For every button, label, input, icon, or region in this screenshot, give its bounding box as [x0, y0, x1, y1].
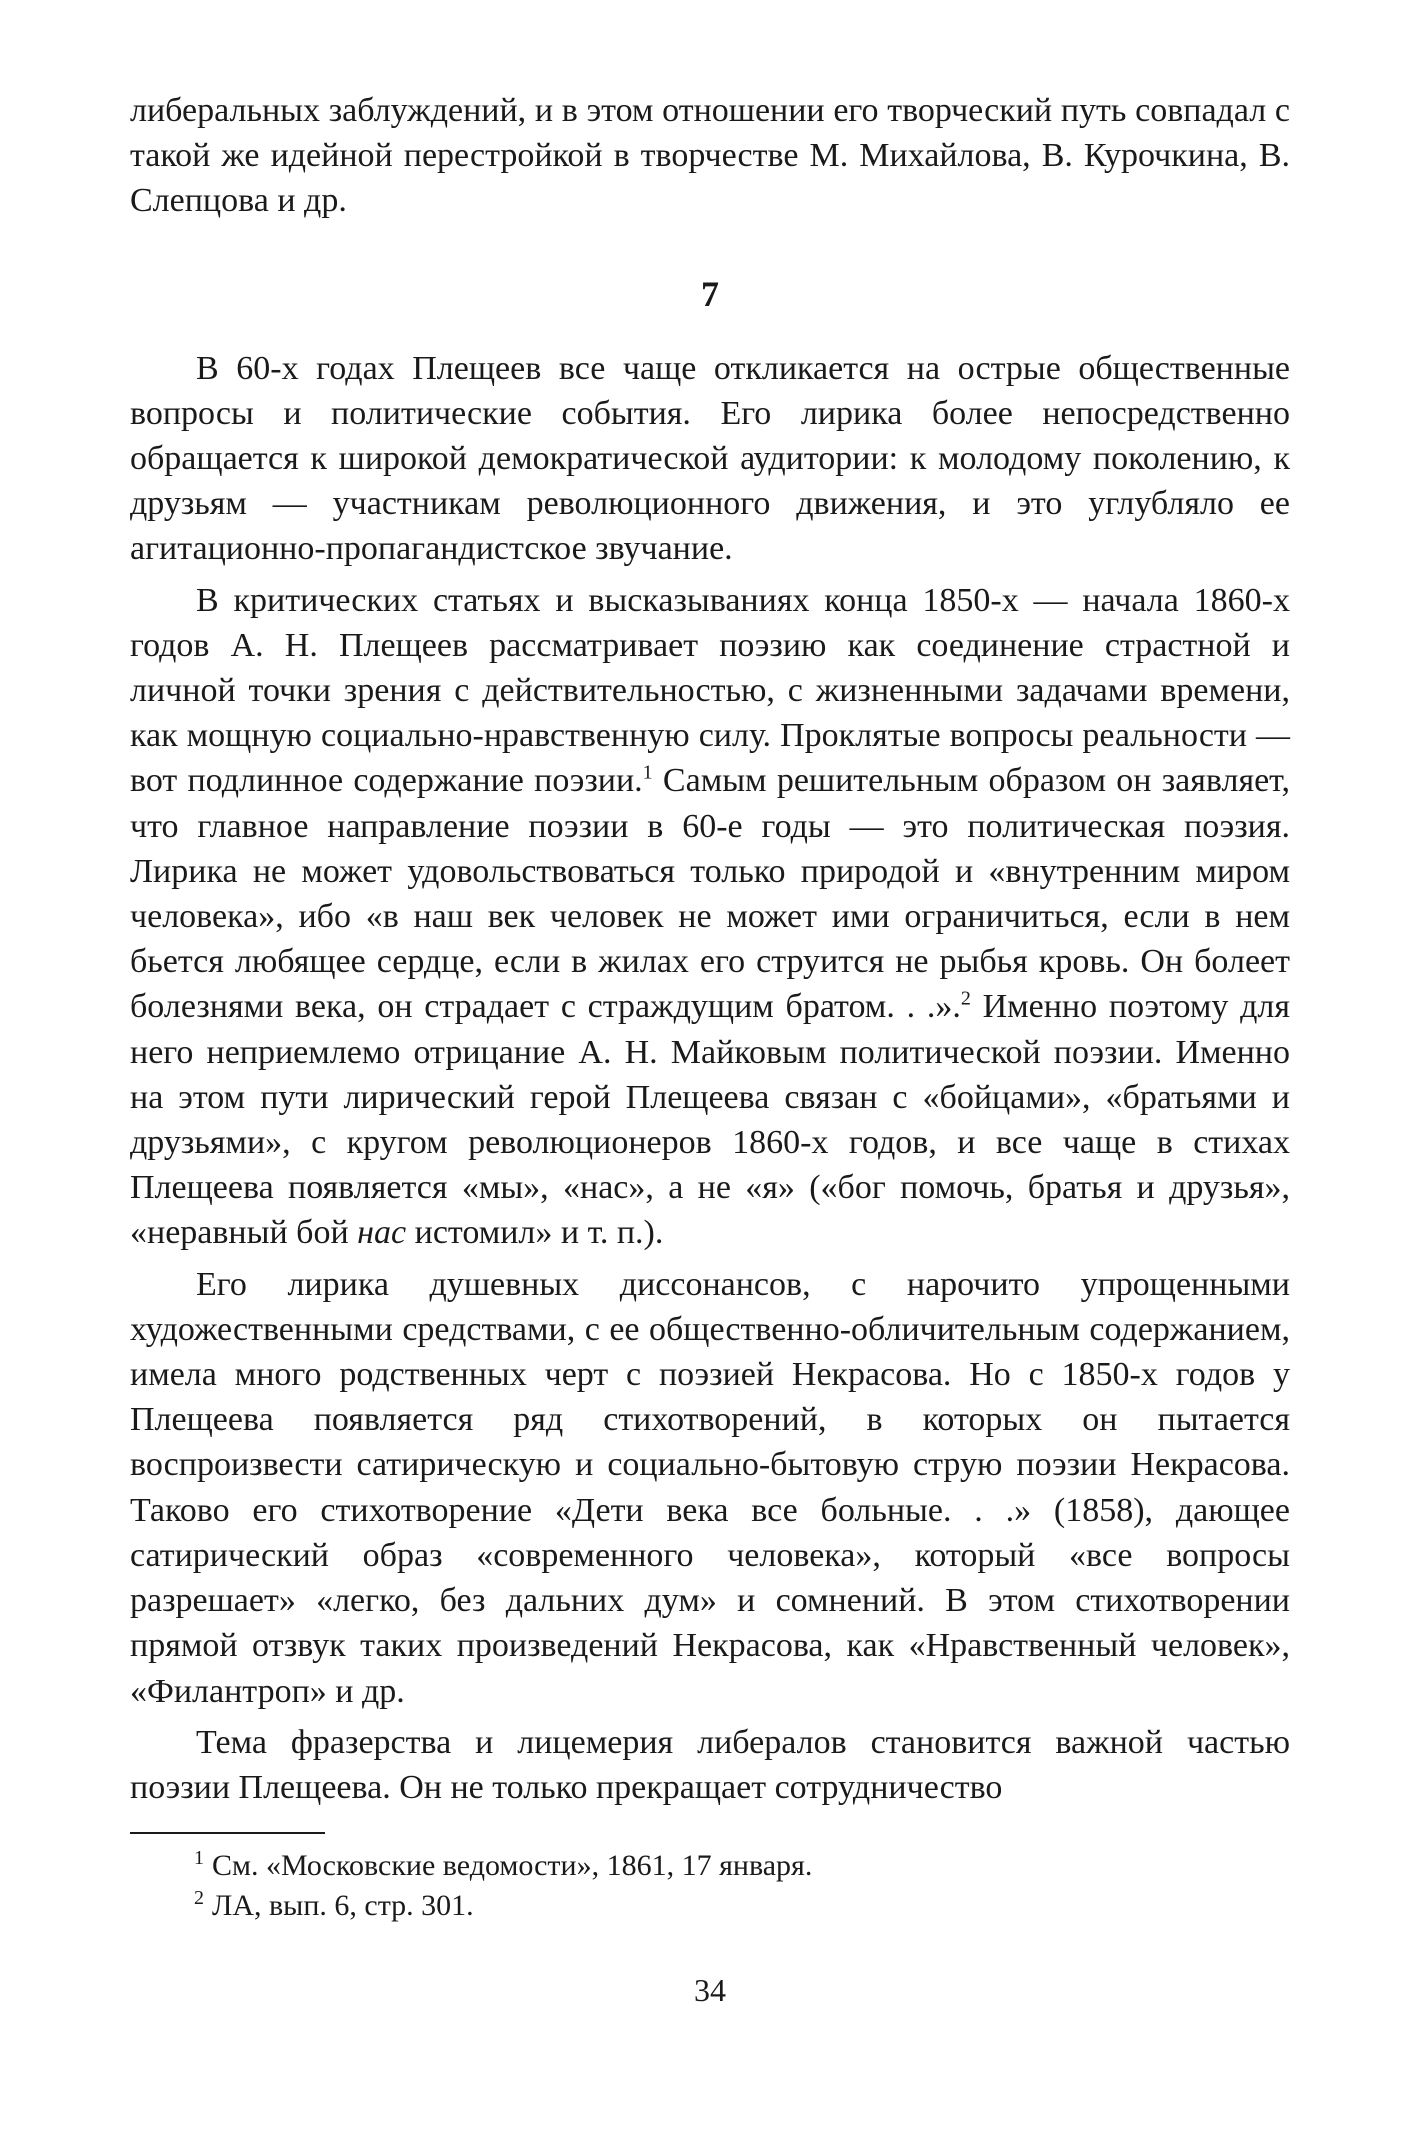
footnote-divider [130, 1832, 325, 1834]
continuation-paragraph: либеральных заблуждений, и в этом отношении его творческий путь совпадал с такой же идейной перестройкой в творчестве М. Михайлова, В. Курочкина, В. Слепцова и др. [130, 92, 1290, 220]
page-number: 34 [694, 1972, 726, 2009]
footnote-1 [130, 1846, 1290, 1886]
paragraph-2 [130, 578, 1290, 1256]
footnote-1-mark: 1 [194, 1847, 204, 1870]
footnote-ref-2: 2 [960, 988, 971, 1011]
section-number: 7 [701, 273, 719, 314]
footnote-2 [130, 1886, 1290, 1926]
paragraph-2-part-c: Именно поэтому для него неприемлемо отрицание А. Н. Майковым политической поэзии. Именно на этом пути лирический герой Плещеева связан с «бойцами», «братьями и друзьями», с кругом революционеров 1860-х годов, и все чаще в стихах Плещеева появляется «мы», «нас», а не «я» («бог помочь, братья и друзья», «неравный бой [130, 988, 1291, 1252]
footnote-2-text: ЛА, вып. 6, стр. 301. [212, 1889, 474, 1923]
paragraph-2-part-b: Самым решительным образом он заявляет, что главное направление поэзии в 60-е годы — это политическая поэзия. Лирика не может удовольствоваться только природой и «внутренним миром человека», ибо «в наш век человек не может ими ограничиться, если в нем бьется любящее сердце, если в жилах его струится не рыбья кровь. Он болеет болезнями века, он страдает с страждущим братом. . .». [130, 762, 1290, 1026]
paragraph-2-part-d: истомил» и т. п.). [406, 1214, 664, 1252]
page-body [130, 88, 1290, 2010]
paragraph-1: В 60-х годах Плещеев все чаще откликается на острые общественные вопросы и политические события. Его лирика более непосредственно обращается к широкой демократической аудитории: к молодому поколению, к друзьям — участникам революционного движения, и это углубляло ее агитационно-пропагандистское звучание. [130, 349, 1290, 568]
footnote-ref-1: 1 [642, 762, 653, 785]
emphasis-word: нас [357, 1214, 407, 1252]
footnote-2-mark: 2 [194, 1887, 204, 1910]
paragraph-4: Тема фразерства и лицемерия либералов становится важной частью поэзии Плещеева. Он не только прекращает сотрудничество [130, 1723, 1290, 1806]
paragraph-3: Его лирика душевных диссонансов, с нарочито упрощенными художественными средствами, с ее общественно-обличительным содержанием, имела много родственных черт с поэзией Некрасова. Но с 1850-х годов у Плещеева появляется ряд стихотворений, в которых он пытается воспроизвести сатирическую и социально-бытовую струю поэзии Некрасова. Таково его стихотворение «Дети века все больные. . .» (1858), дающее сатирический образ «современного человека», который «все вопросы разрешает» «легко, без дальних дум» и сомнений. В этом стихотворении прямой отзвук таких произведений Некрасова, как «Нравственный человек», «Филантроп» и др. [130, 1265, 1290, 1710]
footnote-1-text: См. «Московские ведомости», 1861, 17 января. [212, 1849, 813, 1883]
paragraph-2-part-a: В критических статьях и высказываниях конца 1850-х — начала 1860-х годов А. Н. Плещеев рассматривает поэзию как соединение страстной и личной точки зрения с действительностью, с жизненными задачами времени, как мощную социально-нравственную силу. Проклятые вопросы реальности — вот подлинное содержание поэзии. [130, 581, 1290, 800]
